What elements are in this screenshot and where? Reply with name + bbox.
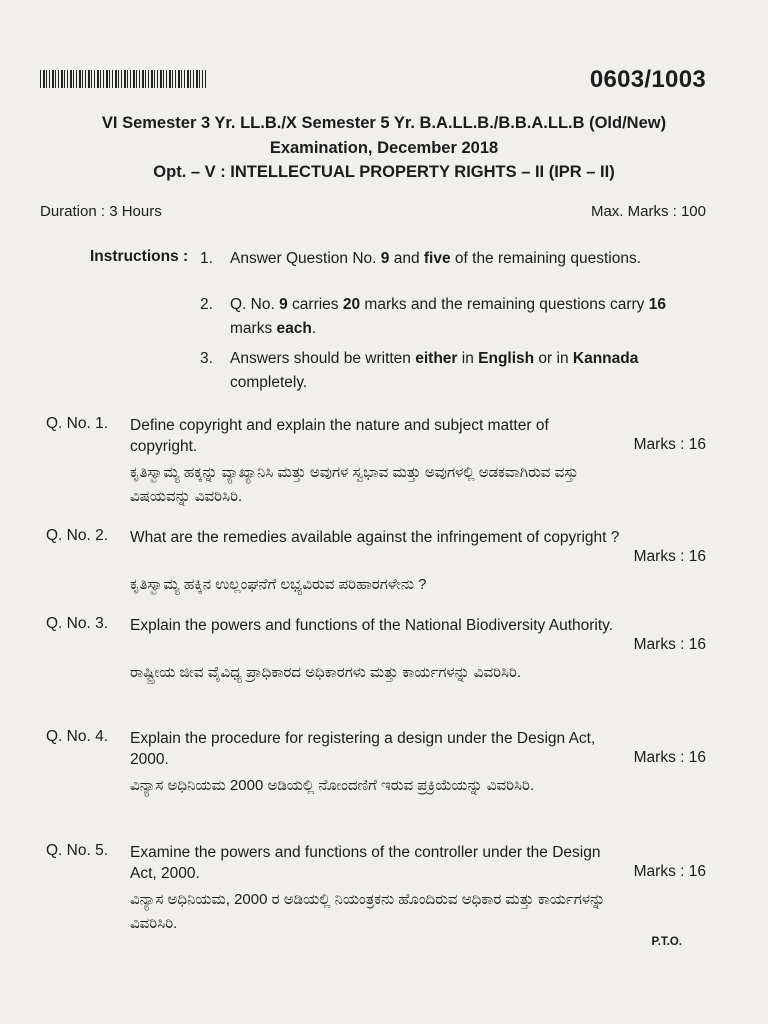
instruction-item: 2. Q. No. 9 carries 20 marks and the remaining questions carry 16 marks each. [200, 296, 666, 337]
instruction-item: 1. Answer Question No. 9 and five of the remaining questions. [200, 250, 642, 267]
question-marks: Marks : 16 [633, 863, 706, 880]
paper-code: 0603/1003 [589, 66, 706, 93]
semester-heading: VI Semester 3 Yr. LL.B./X Semester 5 Yr. B.A.LL.B./B.B.A.LL.B (Old/New) [101, 114, 667, 132]
max-marks: Max. Marks : 100 [590, 203, 706, 220]
duration: Duration : 3 Hours [40, 203, 162, 220]
barcode-image [40, 70, 206, 88]
question-number: Q. No. 5. [46, 842, 109, 859]
question-number: Q. No. 2. [46, 527, 109, 544]
instruction-item: 3. Answers should be written either in English or in Kannada completely. [200, 350, 639, 391]
question-marks: Marks : 16 [633, 436, 706, 453]
question-text: Define copyright and explain the nature and subject matter of copyright. [130, 417, 549, 455]
question-marks: Marks : 16 [633, 548, 706, 565]
question-kannada: ರಾಷ್ಟ್ರೀಯ ಜೀವ ವೈವಿಧ್ಯ ಪ್ರಾಧಿಕಾರದ ಅಧಿಕಾರಗಳು ಮತ್ತು ಕಾರ್ಯಗಳನ್ನು ವಿವರಿಸಿರಿ. [130, 664, 522, 681]
question-kannada: ವಿನ್ಯಾಸ ಅಧಿನಿಯಮ, 2000 ರ ಅಡಿಯಲ್ಲಿ ನಿಯಂತ್ರಕನು ಹೊಂದಿರುವ ಅಧಿಕಾರ ಮತ್ತು ಕಾರ್ಯಗಳನ್ನು ವಿವರಿಸಿರಿ. [130, 891, 606, 932]
question-marks: Marks : 16 [633, 749, 706, 766]
question-text: Explain the powers and functions of the National Biodiversity Authority. [130, 617, 614, 634]
question-text: Examine the powers and functions of the controller under the Design Act, 2000. [130, 844, 601, 882]
question-number: Q. No. 1. [46, 415, 109, 432]
question-number: Q. No. 4. [46, 728, 109, 745]
question-text: What are the remedies available against the infringement of copyright ? [130, 529, 620, 546]
pto-label: P.T.O. [651, 936, 682, 948]
question-text: Explain the procedure for registering a design under the Design Act, 2000. [130, 730, 596, 768]
question-marks: Marks : 16 [633, 636, 706, 653]
instructions-label: Instructions : [90, 248, 189, 265]
question-kannada: ಕೃತಿಸ್ವಾಮ್ಯ ಹಕ್ಕಿನ ಉಲ್ಲಂಘನೆಗೆ ಲಭ್ಯವಿರುವ ಪರಿಹಾರಗಳೇನು ? [130, 576, 427, 593]
question-kannada: ವಿನ್ಯಾಸ ಅಧಿನಿಯಮ 2000 ಅಡಿಯಲ್ಲಿ ನೋಂದಣಿಗೆ ಇರುವ ಪ್ರಕ್ರಿಯೆಯನ್ನು ವಿವರಿಸಿರಿ. [130, 777, 535, 794]
exam-heading: Examination, December 2018 [269, 139, 499, 157]
question-number: Q. No. 3. [46, 615, 109, 632]
question-kannada: ಕೃತಿಸ್ವಾಮ್ಯ ಹಕ್ಕನ್ನು ವ್ಯಾಖ್ಯಾನಿಸಿ ಮತ್ತು ಅವುಗಳ ಸ್ವಭಾವ ಮತ್ತು ಅವುಗಳಲ್ಲಿ ಅಡಕವಾಗಿರುವ ವಸ್ತು ವಿಷಯವನ್ನು ವಿವರಿಸಿರಿ. [130, 464, 579, 505]
subject-heading: Opt. – V : INTELLECTUAL PROPERTY RIGHTS – II (IPR – II) [153, 163, 615, 181]
